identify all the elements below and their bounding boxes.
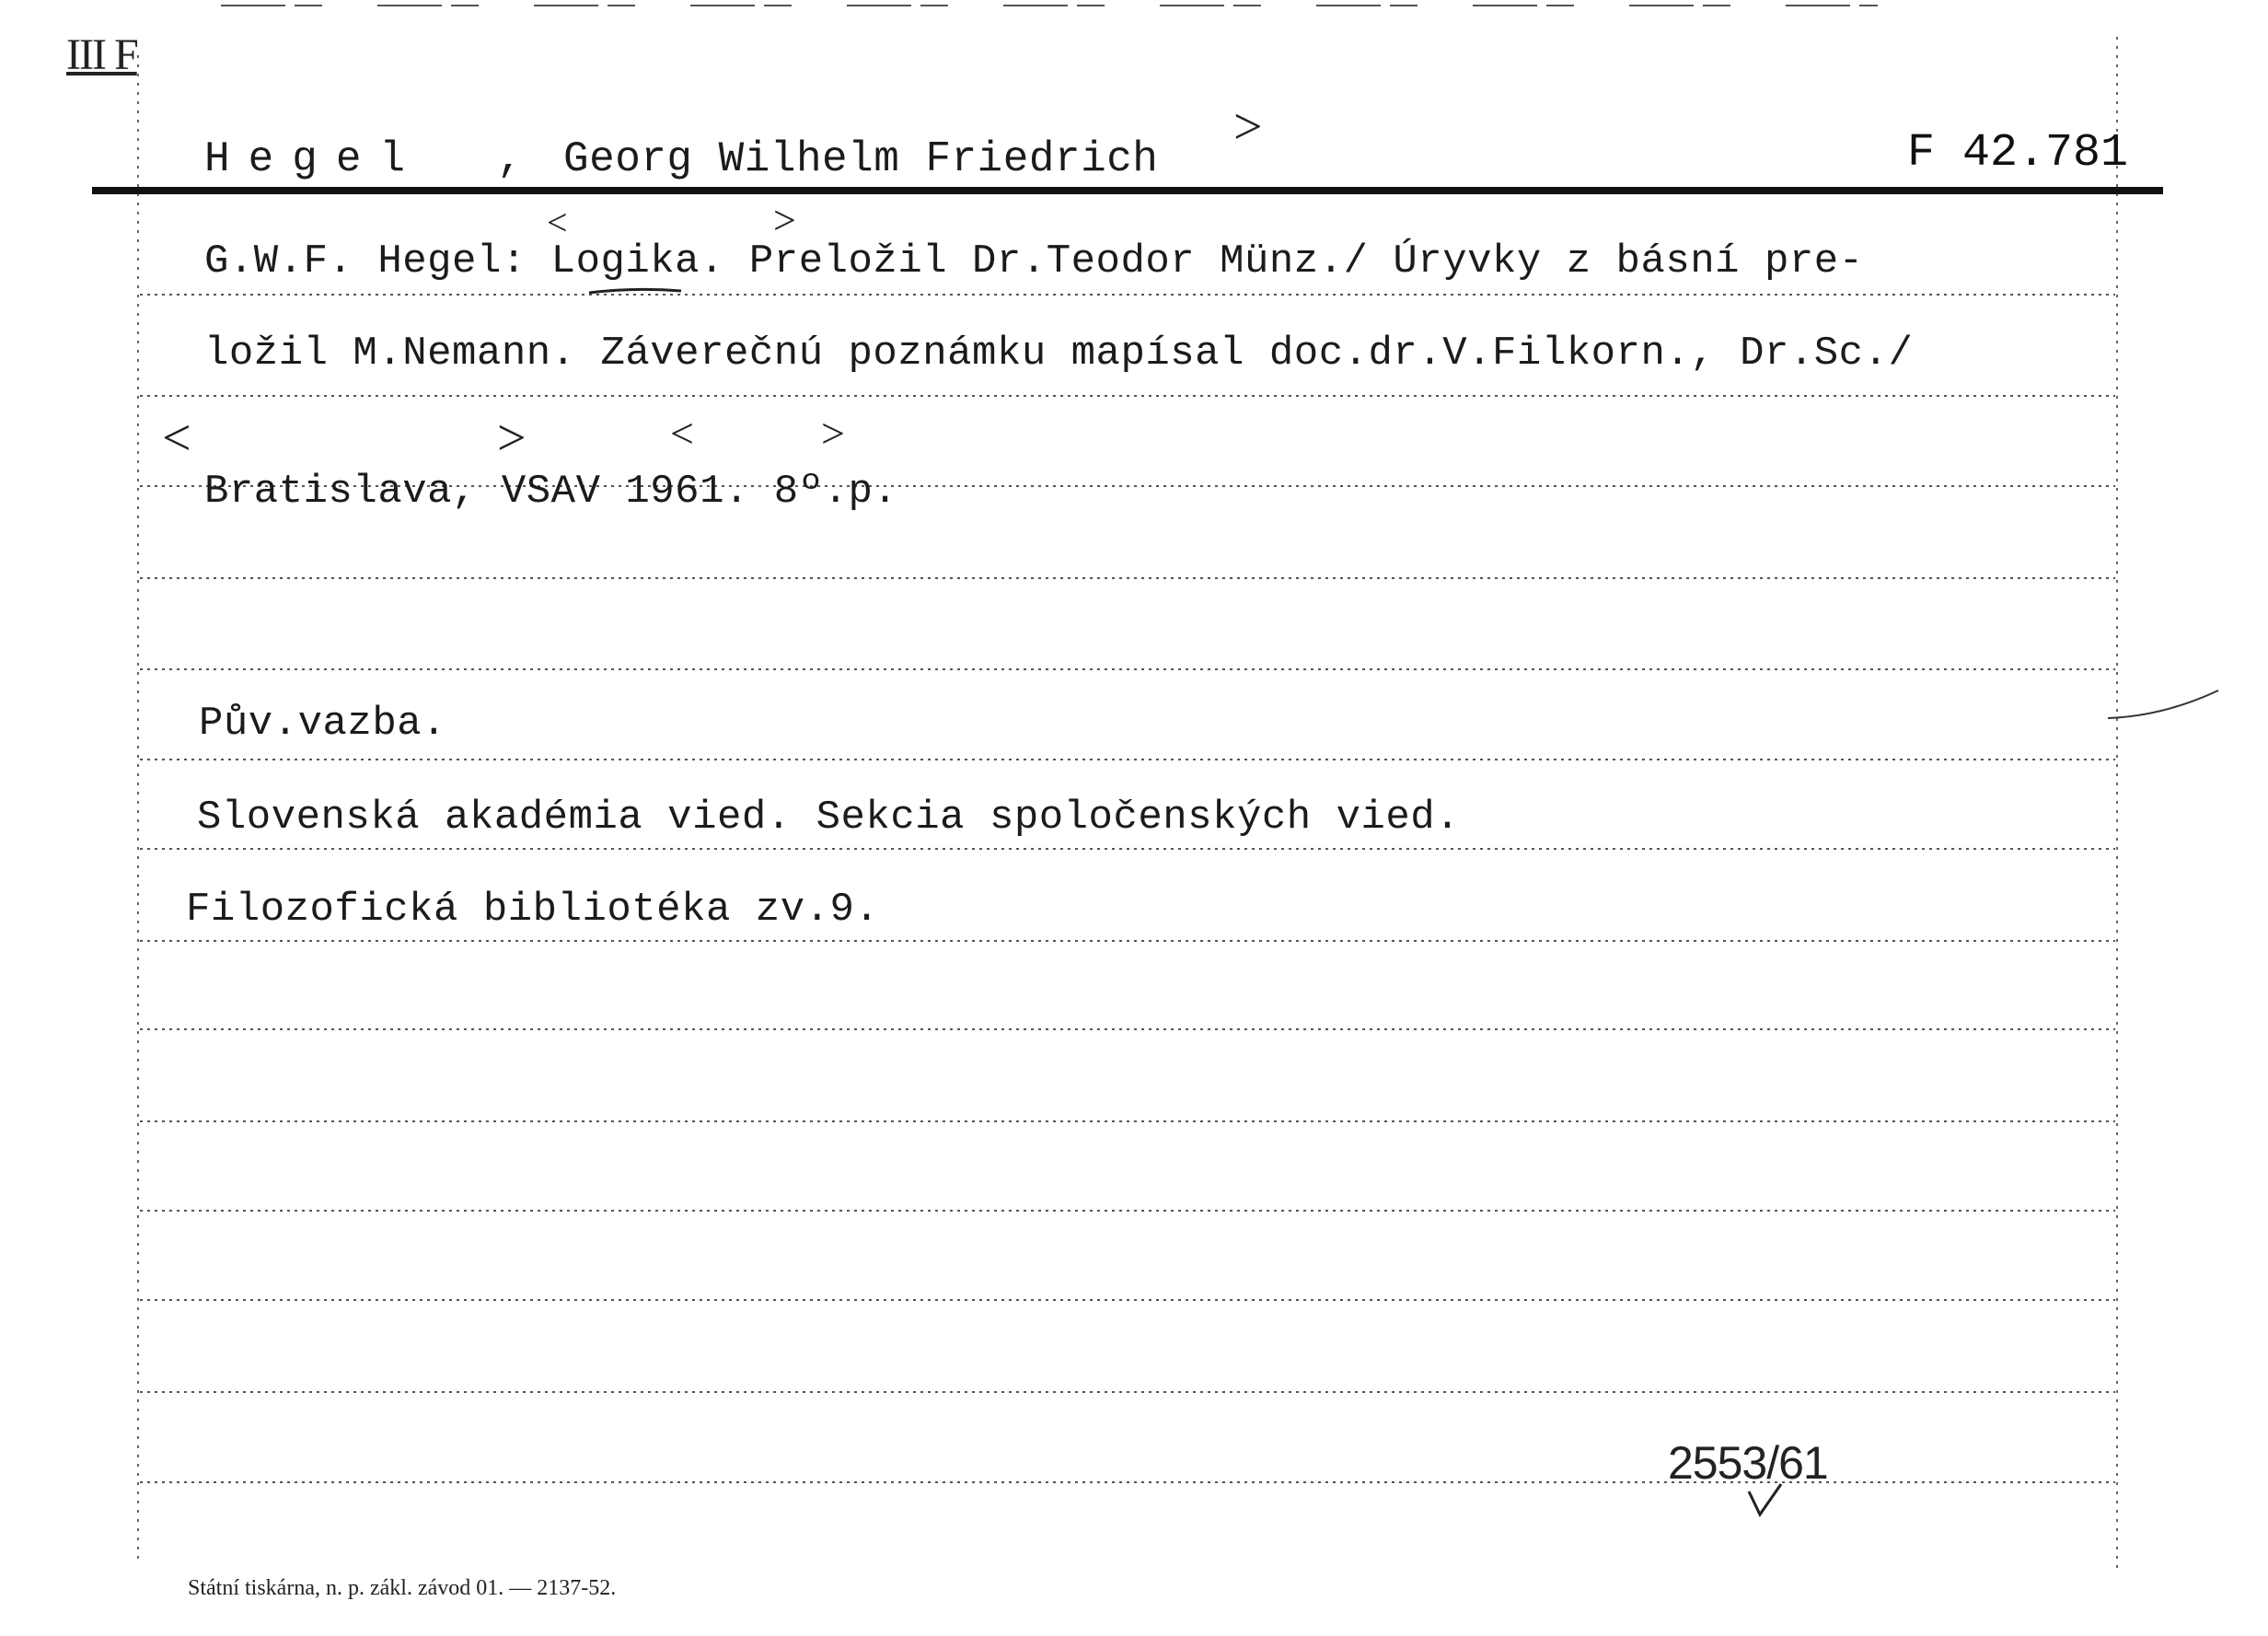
handwritten-angle-mark: < <box>670 410 694 457</box>
author-comma: , <box>497 135 524 183</box>
printer-imprint: Státní tiskárna, n. p. zákl. závod 01. — 2137-52. <box>188 1576 617 1600</box>
author-given-names: Georg Wilhelm Friedrich <box>563 135 1159 183</box>
binding-note: Pův.vazba. <box>199 701 447 747</box>
handwritten-angle-mark: > <box>821 410 845 457</box>
handwritten-angle-mark: < <box>162 410 191 467</box>
handwritten-angle-mark: > <box>773 198 796 243</box>
corner-classification-mark: III F <box>66 30 137 79</box>
handwritten-angle-mark: > <box>1233 99 1263 156</box>
handwritten-angle-mark: < <box>547 202 568 243</box>
corporate-author-note: Slovenská akadémia vied. Sekcia spoločenských vied. <box>197 795 1461 841</box>
body-line: G.W.F. Hegel: Logika. Preložil Dr.Teodor Münz./ Úryvky z básní pre- <box>204 238 1864 284</box>
series-note: Filozofická bibliotéka zv.9. <box>186 887 880 933</box>
author-surname: Hegel <box>204 135 424 183</box>
body-line: ložil M.Nemann. Záverečnú poznámku mapísal doc.dr.V.Filkorn., Dr.Sc./ <box>204 331 1914 377</box>
call-number: F 42.781 <box>1906 127 2128 180</box>
body-line: Bratislava, VSAV 1961. 8º.p. <box>204 469 898 515</box>
accession-number: 2553/61 <box>1668 1437 1828 1489</box>
handwritten-angle-mark: > <box>497 410 526 467</box>
